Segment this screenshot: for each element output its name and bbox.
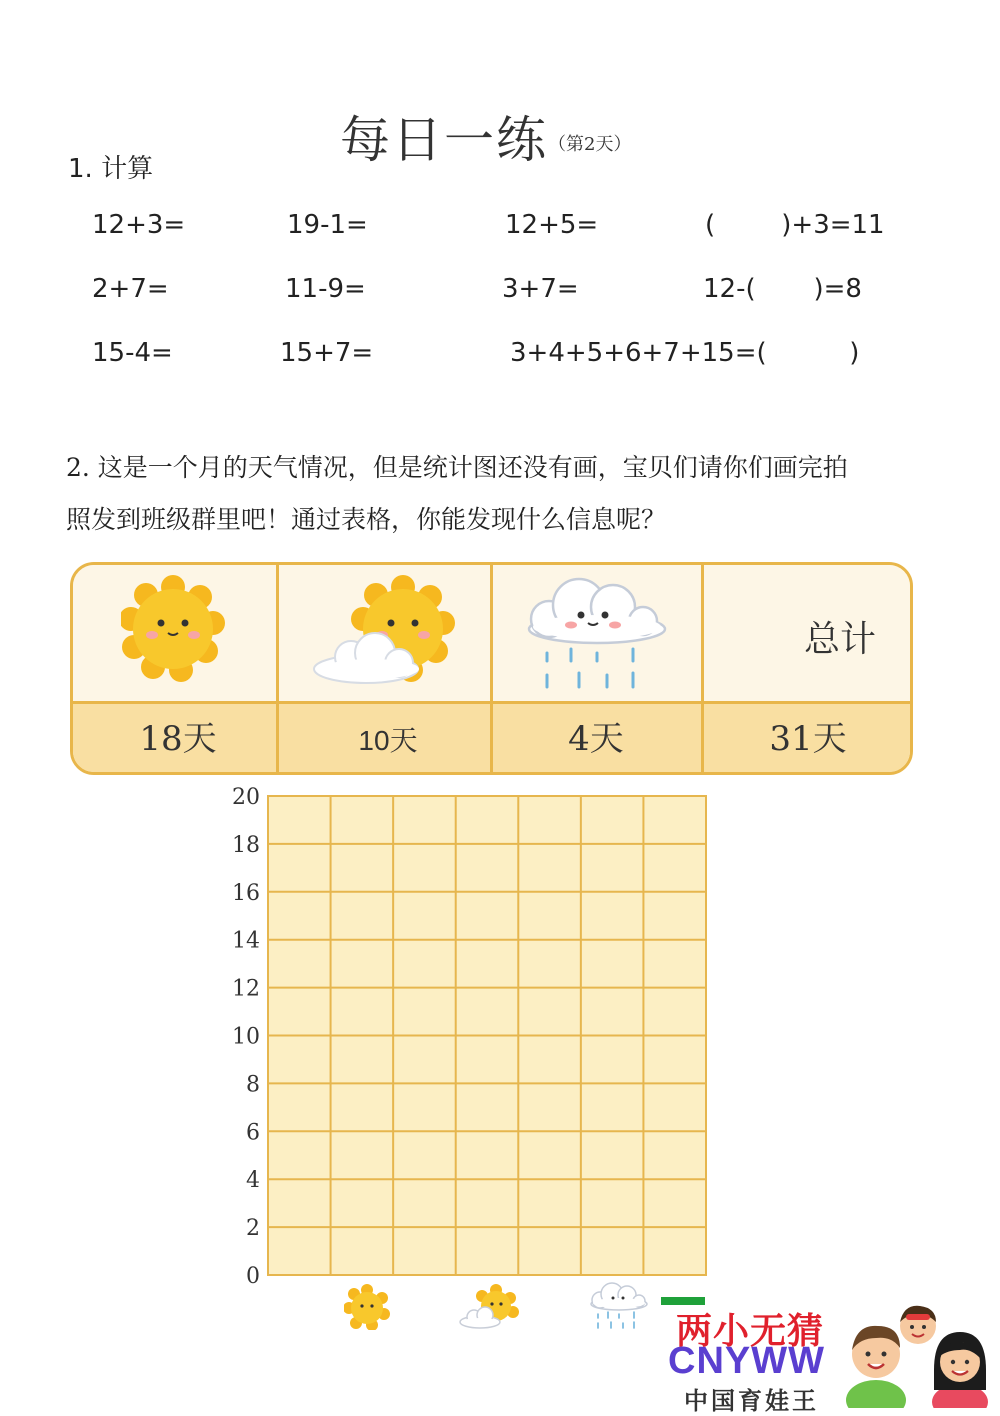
y-tick-label: 14 [232, 928, 260, 954]
rain-cloud-icon [519, 571, 669, 695]
table-divider [276, 565, 279, 772]
weather-table [70, 562, 913, 775]
count-total: 31天 [769, 719, 847, 759]
table-divider [490, 565, 493, 772]
equation: 15+7= [280, 338, 374, 368]
y-tick-label: 4 [246, 1168, 260, 1194]
equation: 15-4= [92, 338, 173, 368]
equation: 2+7= [92, 274, 169, 304]
equation: 12-( )=8 [703, 274, 862, 304]
question-2-line-1: 2. 这是一个月的天气情况，但是统计图还没有画，宝贝们请你们画完拍 [66, 453, 848, 482]
equation: 3+4+5+6+7+15=( ) [510, 338, 860, 368]
page-title: 每日一练 [340, 111, 548, 169]
section-1-label: 1. 计算 [68, 154, 154, 184]
question-2-line-2: 照发到班级群里吧！通过表格，你能发现什么信息呢？ [66, 505, 667, 534]
y-tick-label: 12 [232, 976, 260, 1002]
y-tick-label: 2 [246, 1216, 260, 1242]
equation: 3+7= [502, 274, 579, 304]
y-tick-label: 8 [246, 1072, 260, 1098]
rain-cloud-icon [586, 1280, 650, 1330]
sun-behind-cloud-icon [458, 1284, 520, 1330]
count-sunny: 18天 [139, 719, 217, 759]
total-label: 总计 [803, 619, 876, 660]
equation: ( )+3=11 [705, 210, 885, 240]
equation: 11-9= [285, 274, 366, 304]
equation: 12+3= [92, 210, 186, 240]
family-cartoon-icon [842, 1296, 992, 1408]
y-tick-label: 18 [232, 832, 260, 858]
count-partly-cloudy: 10天 [358, 725, 418, 756]
page-subtitle: （第2天） [548, 134, 632, 155]
sun-icon [121, 575, 225, 685]
watermark-text: 两小无猜 [676, 1311, 825, 1352]
count-rainy: 4天 [568, 719, 624, 759]
watermark-subtext: 中国育娃王 [684, 1387, 819, 1415]
watermark-brand: CNYWW [668, 1340, 825, 1382]
y-tick-label: 20 [232, 785, 260, 810]
sun-behind-cloud-icon [311, 575, 461, 689]
bar-chart [230, 780, 720, 1290]
y-tick-label: 16 [232, 880, 260, 906]
table-divider [701, 565, 704, 772]
y-tick-label: 6 [246, 1120, 260, 1146]
y-tick-label: 0 [246, 1264, 260, 1289]
y-tick-label: 10 [232, 1024, 260, 1050]
equation: 12+5= [505, 210, 599, 240]
equation: 19-1= [287, 210, 368, 240]
sun-icon [344, 1284, 390, 1330]
